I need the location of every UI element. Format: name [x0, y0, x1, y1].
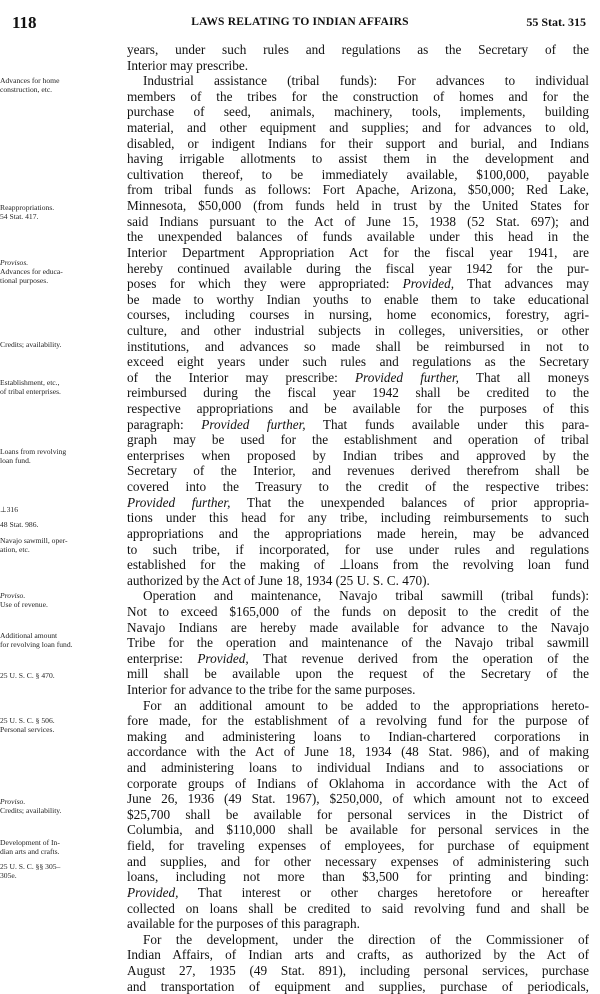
text-line: appropriations and the appropriations made herein, may be advanced: [127, 525, 589, 541]
text-line: Interior Department Appropriation Act for the fiscal year 1941, are: [127, 244, 589, 260]
text-line: material, and other equipment and supplies; and for advances to old,: [127, 120, 589, 136]
text-line: collected on loans shall be credited to said revolving fund and shall be: [127, 900, 589, 916]
text-line: field, for traveling expenses of employees, for purchase of equipment: [127, 838, 589, 854]
margin-note-line: Proviso.: [0, 797, 26, 806]
text-line: culture, and other industrial subjects in colleges, universities, or other: [127, 322, 589, 338]
text-line: June 26, 1936 (49 Stat. 1967), $250,000, of which amount not to exceed: [127, 791, 589, 807]
margin-note-line: Development of In-: [0, 838, 60, 847]
statute-citation: 55 Stat. 315: [526, 15, 586, 29]
body-text: [127, 42, 589, 994]
text-line: Industrial assistance (tribal funds): For advances to individual: [143, 73, 589, 89]
text-line: making and administering loans to Indian-chartered corporations in: [127, 728, 589, 744]
margin-note-line: Establishment, etc.,: [0, 378, 60, 387]
margin-notes: [0, 0, 122, 900]
margin-note: [0, 76, 118, 94]
margin-note-line: Advances for educa-: [0, 267, 63, 276]
text-line: paragraph: Provided further, That funds available under this para-: [127, 416, 589, 432]
margin-note: [0, 505, 118, 514]
margin-note: [0, 258, 118, 285]
margin-note: [0, 536, 118, 554]
text-line: mill shall be available upon the request of the Secretary of the: [127, 666, 589, 682]
text-line: Interior may prescribe.: [127, 57, 249, 73]
margin-note-line: Loans from revolving: [0, 447, 67, 456]
text-line: Indian Affairs, of Indian arts and crafts, as authorized by the Act of: [127, 947, 589, 963]
text-line: authorized by the Act of June 18, 1934 (25 U. S. C. 470).: [127, 572, 430, 588]
text-line: institutions, and advances so made shall be reimbursed in not to: [127, 338, 589, 354]
text-line: and administering loans to individual Indians and to associations or: [127, 760, 589, 776]
text-line: members of the tribes for the construction of homes and for the: [127, 88, 589, 104]
text-line: corporate groups of Indians of Oklahoma in accordance with the Act of: [127, 775, 589, 791]
text-line: For the development, under the direction of the Commissioner of: [143, 931, 589, 947]
text-line: reimbursed during the fiscal year 1942 shall be credited to the: [127, 385, 589, 401]
text-line: said Indians pursuant to the Act of June 15, 1938 (52 Stat. 697); and: [127, 213, 589, 229]
text-line: Minnesota, $50,000 (from funds held in trust by the United States for: [127, 198, 589, 214]
text-line: graph may be used for the establishment and operation of tribal: [127, 432, 589, 448]
margin-note: [0, 671, 118, 680]
page-number: 118: [12, 13, 37, 32]
text-line: and transportation of equipment and supplies, purchase of periodicals,: [127, 978, 589, 994]
margin-note-line: Credits; availability.: [0, 340, 62, 349]
margin-note-line: Proviso.: [0, 591, 26, 600]
margin-note-line: for revolving loan fund.: [0, 640, 73, 649]
text-line: tions under this head for any tribe, including reimbursements to such: [127, 510, 589, 526]
text-line: Operation and maintenance, Navajo tribal sawmill (tribal funds):: [143, 588, 589, 604]
margin-note-line: 54 Stat. 417.: [0, 212, 39, 221]
margin-note-line: dian arts and crafts.: [0, 847, 60, 856]
margin-note-line: 305e.: [0, 871, 17, 880]
margin-note: [0, 716, 118, 734]
text-line: courses, including courses in nursing, home economics, forestry, agri-: [127, 307, 589, 323]
margin-note-line: Use of revenue.: [0, 600, 48, 609]
margin-note: [0, 797, 118, 815]
text-line: enterprises when proposed by Indian tribes and approved by the: [127, 447, 589, 463]
text-line: poses for which they were appropriated: Provided, That advances may: [127, 276, 589, 292]
text-line: $25,700 shall be available for personal services in the District of: [127, 806, 589, 822]
text-line: be made to worthy Indian youths to enable them to take educational: [127, 291, 589, 307]
text-line: Columbia, and $110,000 shall be available for personal services in the: [127, 822, 589, 838]
margin-note-line: loan fund.: [0, 456, 31, 465]
margin-note: [0, 203, 118, 221]
margin-note-line: Additional amount: [0, 631, 58, 640]
margin-note-line: Advances for home: [0, 76, 60, 85]
text-line: the unexpended balances of funds available under this head in the: [127, 229, 589, 245]
margin-note-line: Credits; availability.: [0, 806, 62, 815]
margin-note: [0, 378, 118, 396]
text-line: Tribe for the operation and maintenance of the Navajo tribal sawmill: [127, 635, 589, 651]
margin-note-line: 48 Stat. 986.: [0, 520, 39, 529]
text-line: to such tribe, if incorporated, for use under rules and regulations: [127, 541, 589, 557]
text-line: covered into the Treasury to the credit of the respective tribes:: [127, 479, 589, 495]
margin-note: [0, 862, 118, 880]
margin-note-line: Navajo sawmill, oper-: [0, 536, 68, 545]
margin-note-line: of tribal enterprises.: [0, 387, 61, 396]
text-line: fore made, for the establishment of a revolving fund for the purpose of: [127, 713, 589, 729]
text-line: exceed eight years under such rules and regulations as the Secretary: [127, 354, 589, 370]
text-line: loans, including not more than $3,500 for printing and binding:: [127, 869, 589, 885]
text-line: Navajo Indians are hereby made available for advance to the Navajo: [127, 619, 589, 635]
text-line: Interior for advance to the tribe for the same purposes.: [127, 681, 416, 697]
text-line: Not to exceed $165,000 of the funds on deposit to the credit of the: [127, 603, 589, 619]
text-line: established for the making of ⊥loans from the revolving loan fund: [127, 557, 589, 573]
text-line: purchase of seed, animals, machinery, tools, implements, building: [127, 104, 589, 120]
text-line: Provided further, That the unexpended balances of prior appropria-: [127, 494, 589, 510]
text-line: August 27, 1935 (49 Stat. 891), including personal services, purchase: [127, 962, 589, 978]
margin-note-line: Reappropriations.: [0, 203, 55, 212]
margin-note-line: ation, etc.: [0, 545, 30, 554]
running-title: LAWS RELATING TO INDIAN AFFAIRS: [191, 16, 409, 28]
margin-note-line: ⊥316: [0, 505, 19, 514]
margin-note: [0, 591, 118, 609]
text-line: from tribal funds as follows: Fort Apache, Arizona, $50,000; Red Lake,: [127, 182, 589, 198]
margin-note-line: 25 U. S. C. §§ 305–: [0, 862, 61, 871]
text-line: respective appropriations and be available for the purposes of this: [127, 401, 589, 417]
text-line: having irrigable allotments to assist them in the development and: [127, 151, 589, 167]
margin-note-line: 25 U. S. C. § 506.: [0, 716, 55, 725]
margin-note-line: tional purposes.: [0, 276, 49, 285]
text-line: Secretary of the Interior, and revenues derived therefrom shall be: [127, 463, 589, 479]
margin-note-line: Provisos.: [0, 258, 29, 267]
margin-note: [0, 631, 118, 649]
margin-note: [0, 520, 118, 529]
text-line: hereby continued available during the fiscal year 1942 for the pur-: [127, 260, 589, 276]
margin-note: [0, 447, 118, 465]
text-line: For an additional amount to be added to the appropriations hereto-: [143, 697, 589, 713]
margin-note-line: construction, etc.: [0, 85, 53, 94]
text-line: available for the purposes of this paragraph.: [127, 916, 360, 932]
margin-note: [0, 340, 118, 349]
text-line: years, under such rules and regulations as the Secretary of the: [127, 42, 589, 57]
text-line: disabled, or indigent Indians for their support and burial, and Indians: [127, 135, 589, 151]
text-line: and supplies, and for other necessary expenses of administering such: [127, 853, 589, 869]
text-line: cultivation thereof, to be immediately available, $100,000, payable: [127, 166, 589, 182]
text-line: of the Interior may prescribe: Provided further, That all moneys: [127, 369, 589, 385]
margin-note-line: 25 U. S. C. § 470.: [0, 671, 55, 680]
text-line: enterprise: Provided, That revenue derived from the operation of the: [127, 650, 589, 666]
margin-note: [0, 838, 118, 856]
text-line: accordance with the Act of June 18, 1934 (48 Stat. 986), and of making: [127, 744, 589, 760]
text-line: Provided, That interest or other charges heretofore or hereafter: [127, 884, 589, 900]
margin-note-line: Personal services.: [0, 725, 55, 734]
